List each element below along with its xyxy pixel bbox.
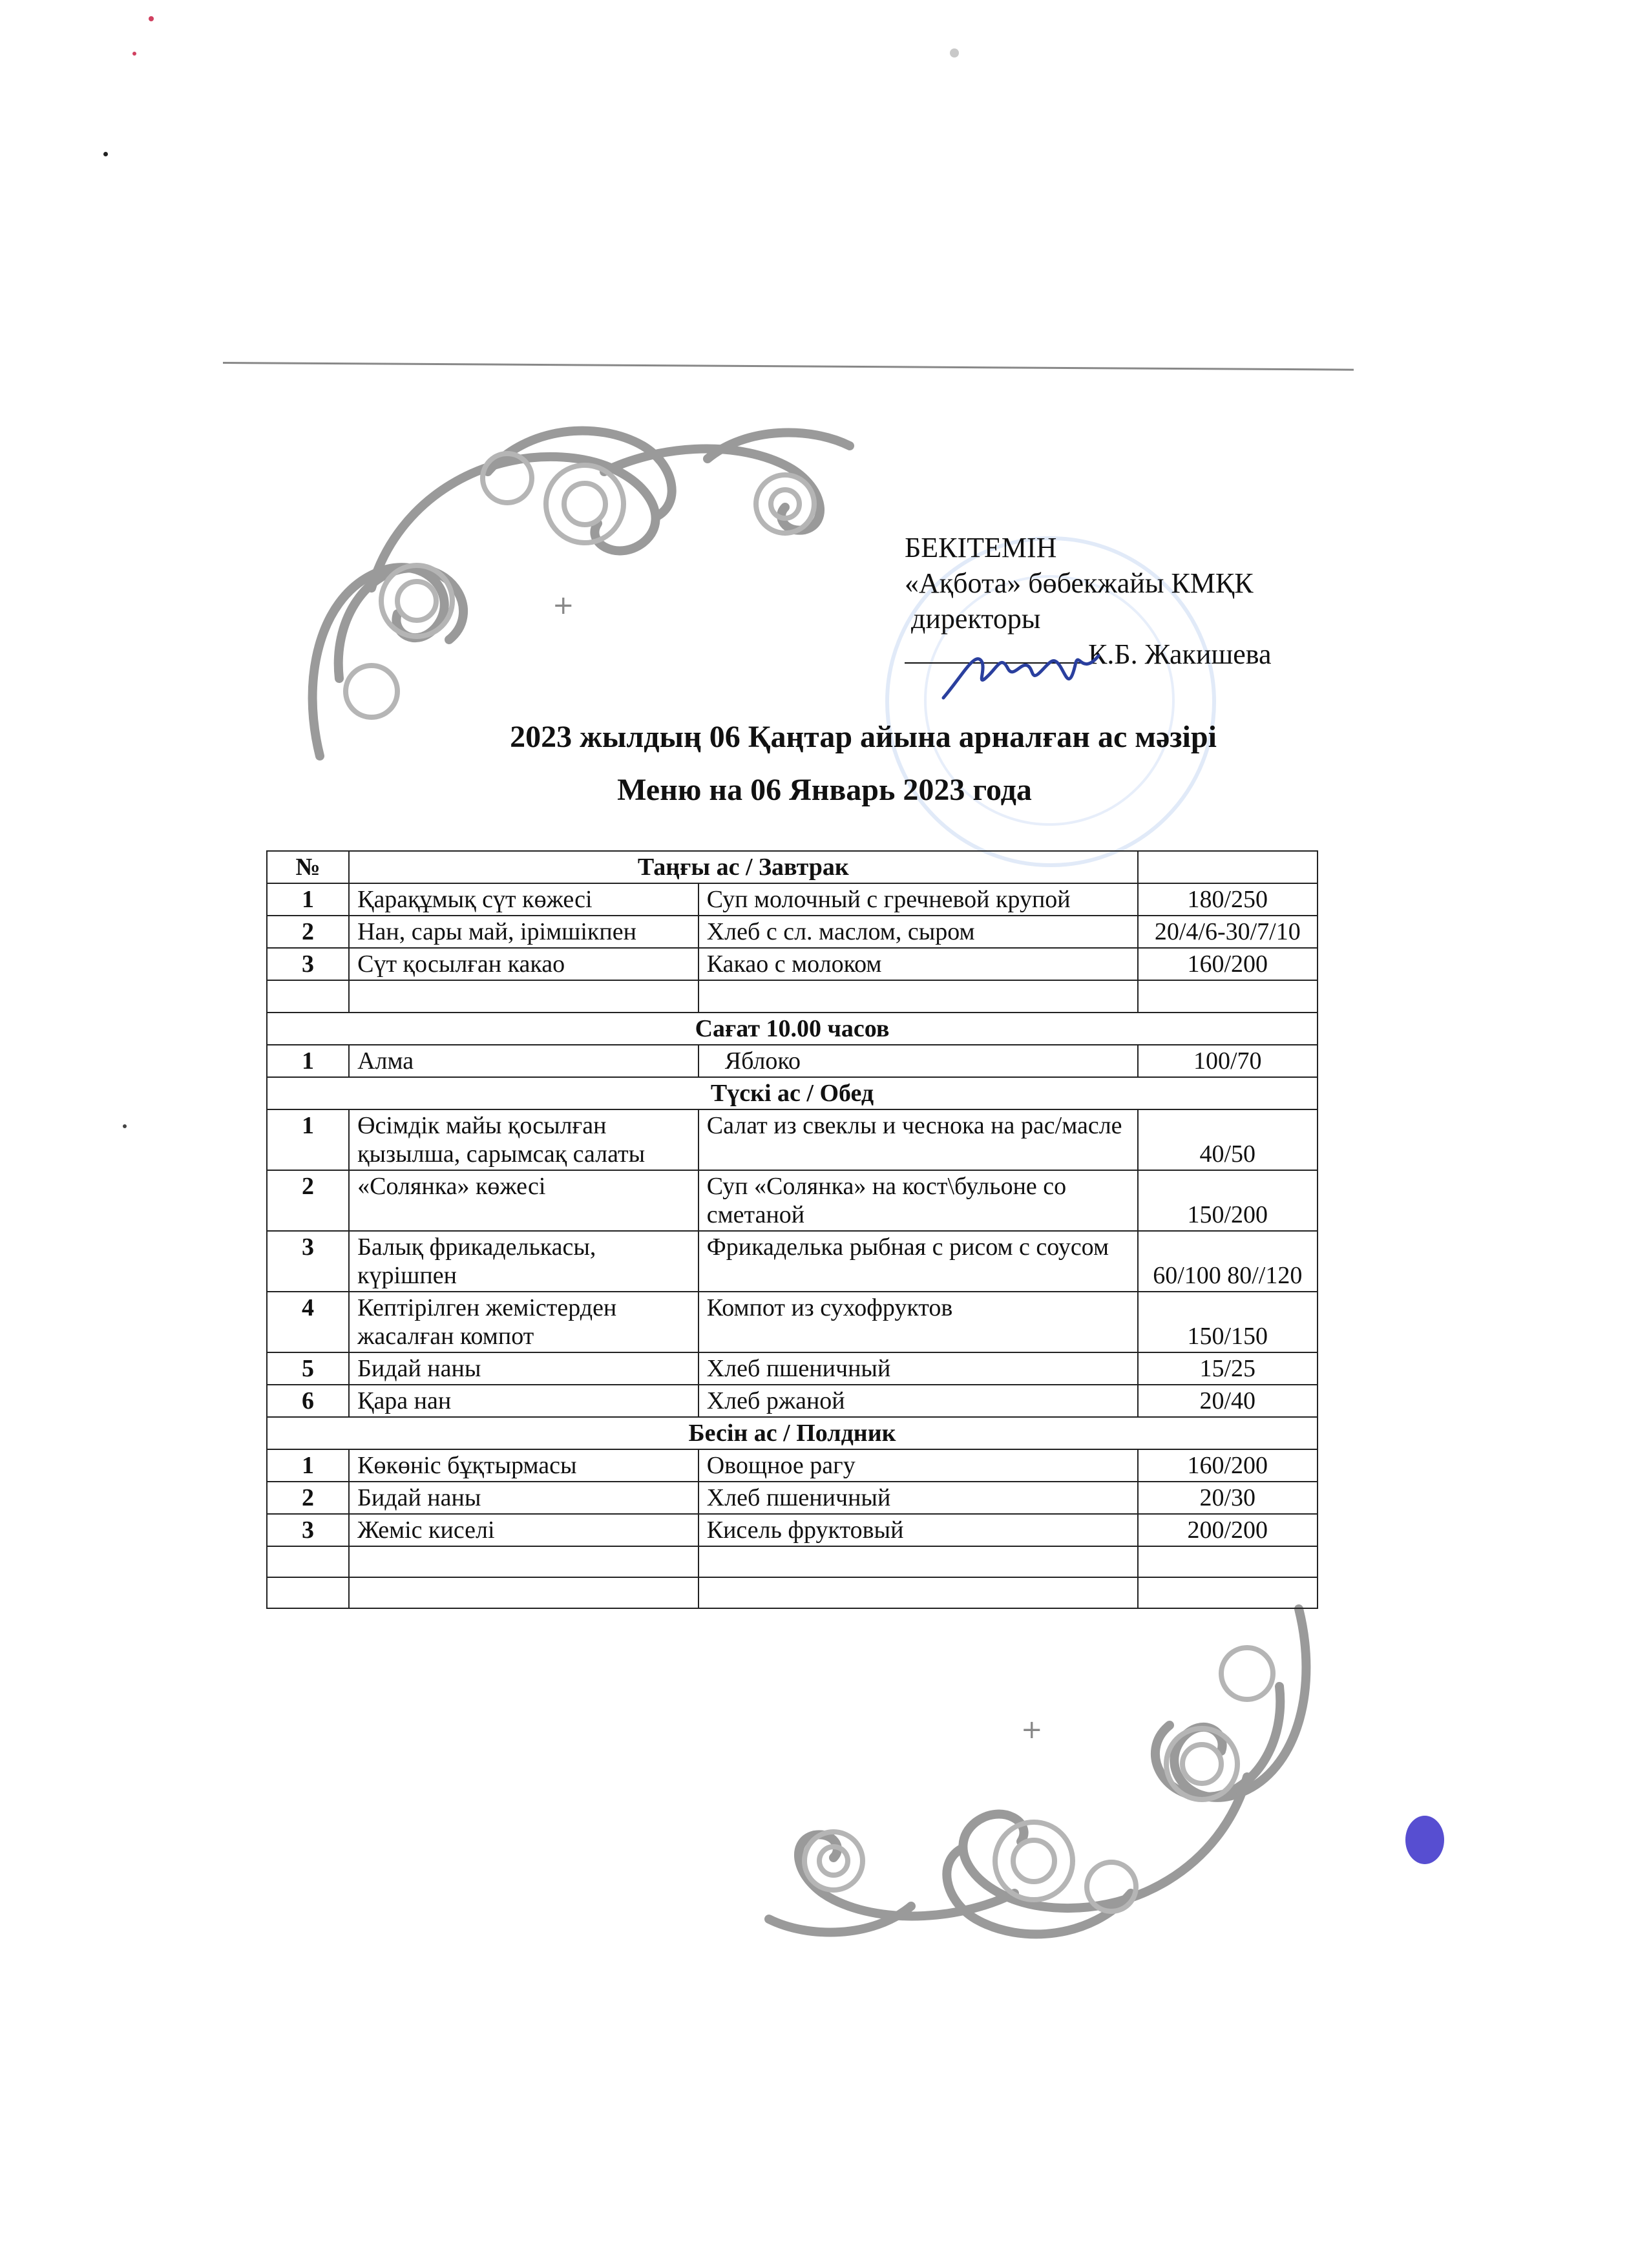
table-row: 3 Сүт қосылған какао Какао с молоком 160/200 — [267, 948, 1318, 980]
table-row: 1 Алма Яблоко 100/70 — [267, 1045, 1318, 1077]
scan-speck — [950, 48, 959, 58]
table-row — [267, 1417, 1318, 1449]
table-row — [267, 1077, 1318, 1109]
table-row: 2 «Солянка» көжесі Суп «Солянка» на кост\бульоне со сметаной 150/200 — [267, 1170, 1318, 1231]
ink-blot — [1405, 1816, 1444, 1864]
approval-line2: «Ақбота» бөбекжайы КМҚК — [905, 567, 1254, 599]
scan-speck — [132, 52, 136, 56]
afternoon-heading: Бесін ас / Полдник — [267, 1417, 1318, 1449]
breakfast-heading: Таңғы ас / Завтрак — [349, 851, 1137, 883]
table-row — [267, 851, 1318, 883]
scan-speck — [103, 152, 108, 156]
lunch-heading: Түскі ас / Обед — [267, 1077, 1318, 1109]
approval-line3: директоры — [911, 603, 1041, 635]
table-row: 1 Өсімдік майы қосылған қызылша, сарымсақ салаты Салат из свеклы и чеснока на рас/масле 40/50 — [267, 1109, 1318, 1170]
table-row: 4 Кептірілген жемістерден жасалған компот Компот из сухофруктов 150/150 — [267, 1292, 1318, 1352]
table-row: 3 Жеміс киселі Кисель фруктовый 200/200 — [267, 1514, 1318, 1546]
page-edge-line — [223, 362, 1354, 371]
menu-table — [266, 850, 1318, 1609]
svg-text:+: + — [552, 591, 574, 620]
scan-speck — [149, 16, 154, 21]
table-row: 1 Қарақұмық сүт көжесі Суп молочный с гречневой крупой 180/250 — [267, 883, 1318, 916]
snack-heading: Сағат 10.00 часов — [267, 1013, 1318, 1045]
svg-text:+: + — [1021, 1715, 1043, 1745]
num-header: № — [267, 851, 349, 883]
approval-line1: БЕКІТЕМІН — [905, 532, 1057, 563]
table-row-empty — [267, 980, 1318, 1013]
approval-signer: К.Б. Жакишева — [1088, 638, 1272, 670]
table-row: 6 Қара нан Хлеб ржаной 20/40 — [267, 1385, 1318, 1417]
table-row — [267, 1013, 1318, 1045]
table-row: 2 Нан, сары май, ірімшікпен Хлеб с сл. маслом, сыром 20/4/6-30/7/10 — [267, 916, 1318, 948]
table-row-empty — [267, 1577, 1318, 1608]
title-ru: Меню на 06 Январь 2023 года — [617, 773, 1032, 807]
table-row: 3 Балық фрикаделькасы, күрішпен Фрикаделька рыбная с рисом с соусом 60/100 80//120 — [267, 1231, 1318, 1292]
scan-speck — [123, 1124, 127, 1128]
table-row-empty — [267, 1546, 1318, 1577]
table-row: 2 Бидай наны Хлеб пшеничный 20/30 — [267, 1482, 1318, 1514]
table-row: 1 Көкөніс бұқтырмасы Овощное рагу 160/200 — [267, 1449, 1318, 1482]
handwritten-signature — [937, 636, 1105, 708]
title-kz: 2023 жылдың 06 Қаңтар айына арналған ас мәзірі — [510, 720, 1217, 754]
ornament-top-left — [294, 407, 863, 769]
table-row: 5 Бидай наны Хлеб пшеничный 15/25 — [267, 1352, 1318, 1385]
ornament-bottom-right — [756, 1596, 1325, 1958]
